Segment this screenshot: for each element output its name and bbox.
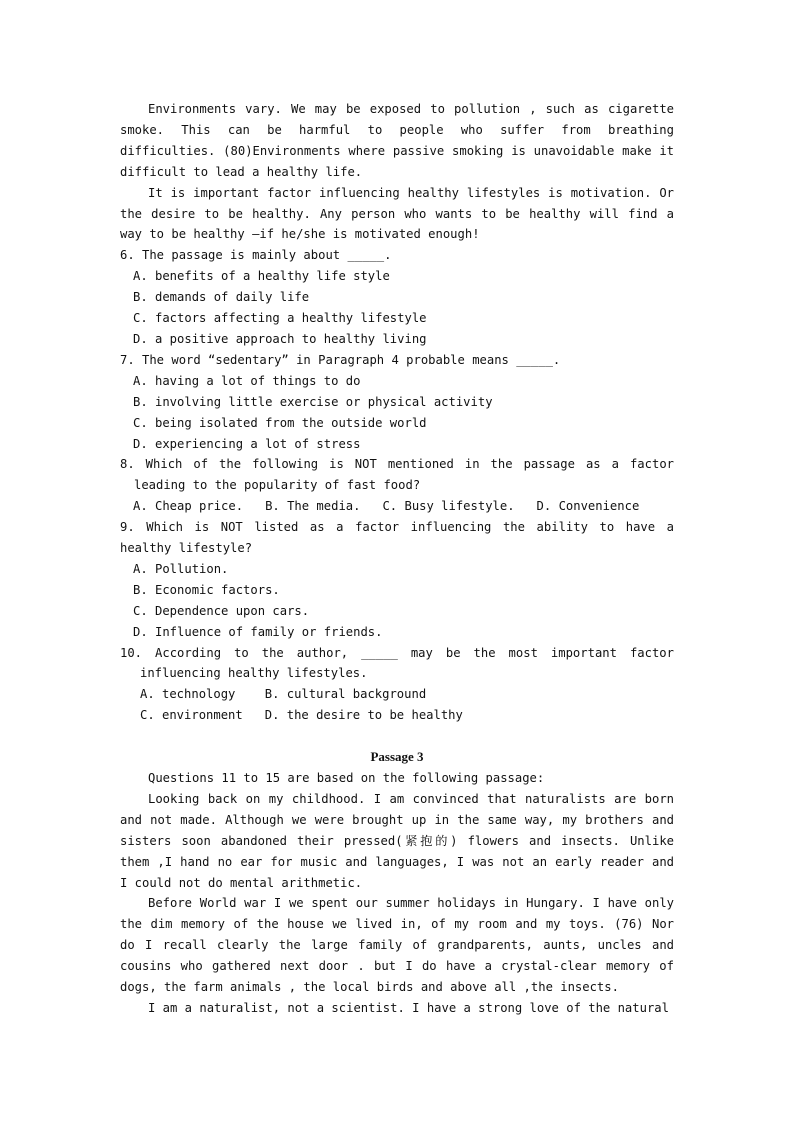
- question-6-option-b: B. demands of daily life: [133, 290, 310, 305]
- question-9-option-c: C. Dependence upon cars.: [133, 603, 310, 618]
- question-10-stem: 10. According to the author, _____ may be the most important factor influencing healthy lifestyles.: [120, 645, 674, 681]
- question-7-option-d: D. experiencing a lot of stress: [133, 436, 361, 451]
- question-10-options-row-2: C. environment D. the desire to be healthy: [140, 708, 463, 723]
- question-8-stem: 8. Which of the following is NOT mentioned in the passage as a factor leading to the popularity of fast food?: [120, 457, 674, 493]
- question-9-option-b: B. Economic factors.: [133, 582, 280, 597]
- question-10-options-row-1: A. technology B. cultural background: [140, 687, 427, 702]
- paragraph-motivation: It is important factor influencing healthy lifestyles is motivation. Or the desire to be healthy. Any person who wants to be healthy will find a way to be healthy —if he/she is motivated enough!: [120, 185, 674, 242]
- question-6-stem: 6. The passage is mainly about _____.: [120, 248, 392, 263]
- question-6-option-a: A. benefits of a healthy life style: [133, 269, 390, 284]
- document-page: [120, 99, 674, 1019]
- question-7-option-c: C. being isolated from the outside world: [133, 415, 427, 430]
- passage-3-heading: Passage 3: [370, 749, 424, 765]
- question-7-stem: 7. The word “sedentary” in Paragraph 4 probable means _____.: [120, 352, 561, 367]
- question-9-option-a: A. Pollution.: [133, 561, 229, 576]
- question-6-option-d: D. a positive approach to healthy living: [133, 331, 427, 346]
- question-8-options: A. Cheap price. B. The media. C. Busy lifestyle. D. Convenience: [133, 499, 640, 514]
- paragraph-environments: Environments vary. We may be exposed to pollution , such as cigarette smoke. This can be harmful to people who suffer from breathing difficulties. (80)Environments where passive smoking is unavoidable make it difficult to lead a healthy life.: [120, 102, 674, 179]
- passage-3-intro: Questions 11 to 15 are based on the following passage:: [148, 770, 545, 785]
- question-9-stem: 9. Which is NOT listed as a factor influencing the ability to have a healthy lifestyle?: [120, 520, 674, 556]
- question-7-option-a: A. having a lot of things to do: [133, 373, 361, 388]
- passage-3-paragraph-3: I am a naturalist, not a scientist. I have a strong love of the natural: [148, 1000, 669, 1015]
- passage-3-paragraph-2: Before World war I we spent our summer holidays in Hungary. I have only the dim memory of the house we lived in, of my room and my toys. (76) Nor do I recall clearly the large family of grandparents, aunts, uncles and cousins who gathered next door . but I do have a crystal-clear memory of dogs, the farm animals , the local birds and above all ,the insects.: [120, 896, 674, 995]
- passage-3-paragraph-1: Looking back on my childhood. I am convinced that naturalists are born and not made. Although we were brought up in the same way, my brothers and sisters soon abandoned their pressed(紧抱的) flowers and insects. Unlike them ,I hand no ear for music and languages, I was not an early reader and I could not do mental arithmetic.: [120, 791, 674, 890]
- spacer: [120, 726, 674, 747]
- question-6-option-c: C. factors affecting a healthy lifestyle: [133, 311, 427, 326]
- question-7-option-b: B. involving little exercise or physical activity: [133, 394, 493, 409]
- question-9-option-d: D. Influence of family or friends.: [133, 624, 383, 639]
